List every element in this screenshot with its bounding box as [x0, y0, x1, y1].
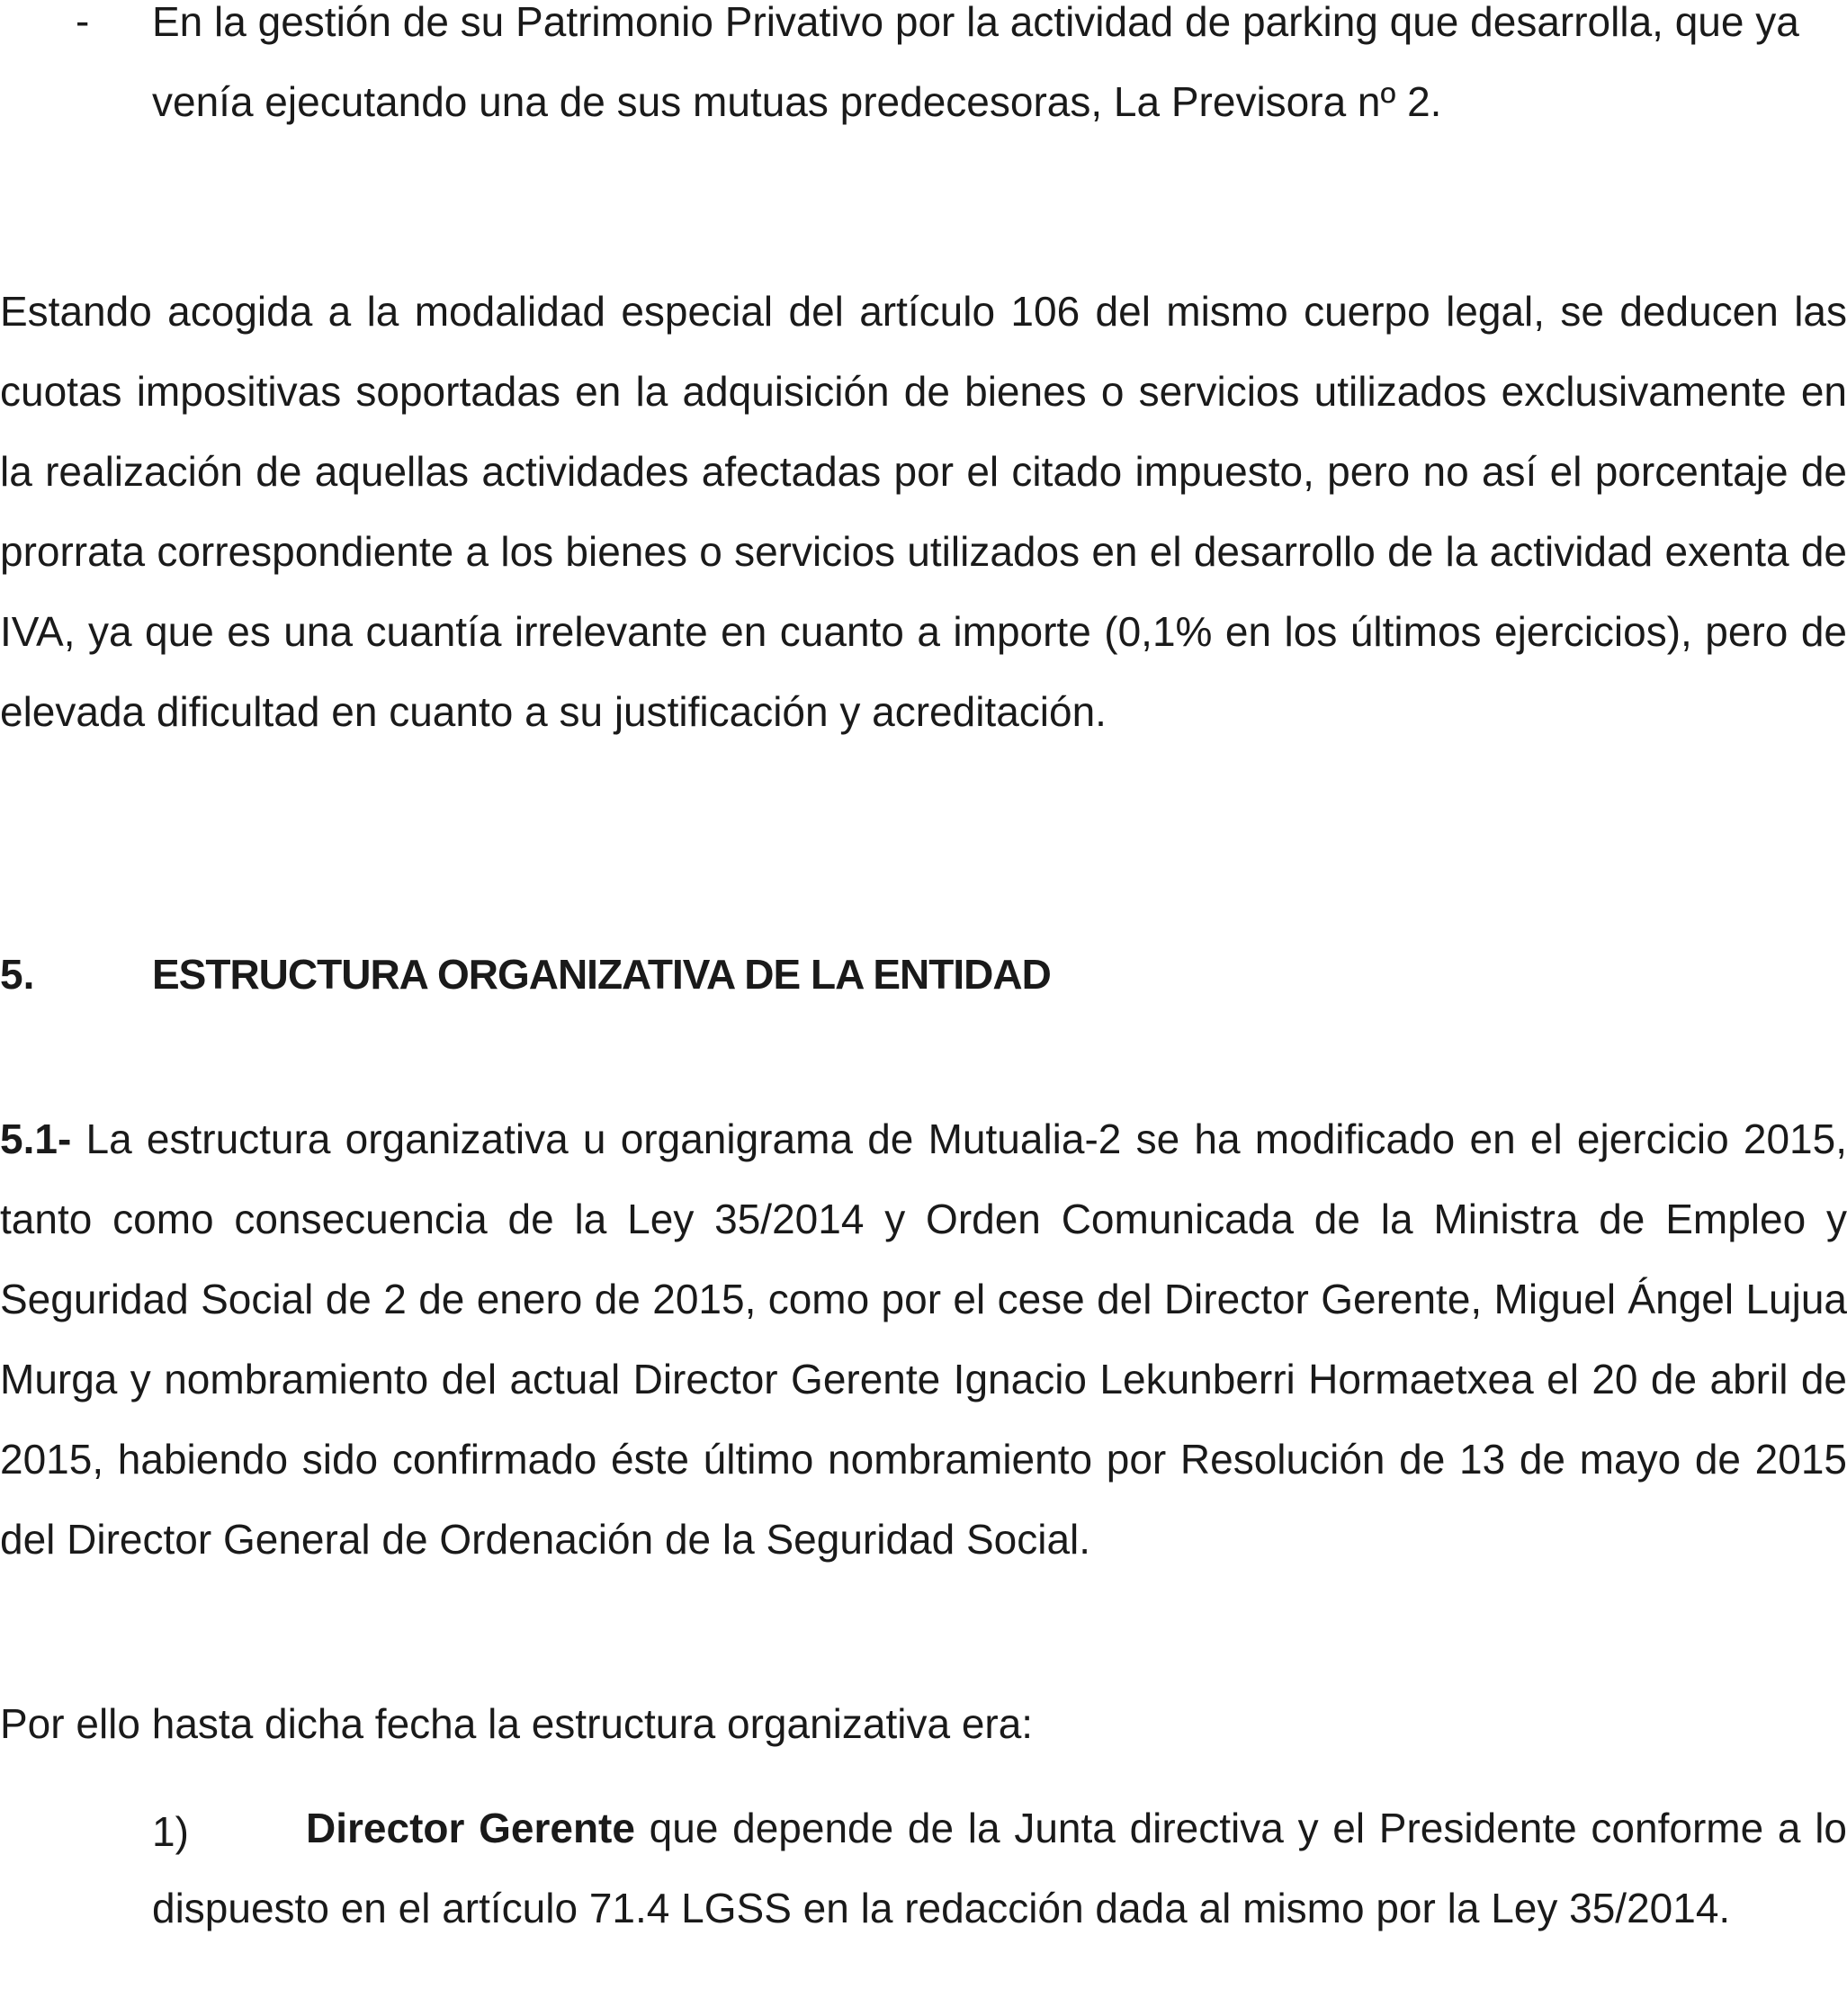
section-title: ESTRUCTURA ORGANIZATIVA DE LA ENTIDAD — [152, 951, 1051, 998]
paragraph-structure-change-text: La estructura organizativa u organigrama de Mutualia-2 se ha modificado en el ejercicio 2015, tanto como consecuencia de la Ley 35/2014 y Orden Comunicada de la Ministra de Empleo y Seguridad Social de 2 de enero de 2015, como por el cese del Director Gerente, Miguel Ángel Lujua Murga y nombramiento del actual Director Gerente Ignacio Lekunberri Hormaetxea el 20 de abril de 2015, habiendo sido confirmado éste último nombramiento por Resolución de 13 de mayo de 2015 del Director General de Ordenación de la Seguridad Social. — [0, 1116, 1847, 1563]
paragraph-structure-change — [0, 1099, 1847, 1580]
list-item-text: que depende de la Junta directiva y el Presidente conforme a lo dispuesto en el artículo 71.4 LGSS en la redacción dada al mismo por la Ley 35/2014. — [152, 1805, 1847, 1931]
bullet-text: En la gestión de su Patrimonio Privativo por la actividad de parking que desarrolla, que ya venía ejecutando una de sus mutuas predecesoras, La Previsora nº 2. — [152, 0, 1799, 125]
section-number: 5. — [0, 951, 35, 998]
list-item-director-gerente — [152, 1788, 1847, 1949]
paragraph-lead: 5.1- — [0, 1116, 72, 1162]
list-item-bold-term: Director Gerente — [306, 1805, 635, 1851]
paragraph-iva-deduction: Estando acogida a la modalidad especial del artículo 106 del mismo cuerpo legal, se deducen las cuotas impositivas soportadas en la adquisición de bienes o servicios utilizados exclusivamente en la realización de aquellas actividades afectadas por el citado impuesto, pero no así el porcentaje de prorrata correspondiente a los bienes o servicios utilizados en el desarrollo de la actividad exenta de IVA, ya que es una cuantía irrelevante en cuanto a importe (0,1% en los últimos ejercicios), pero de elevada dificultad en cuanto a su justificación y acreditación. — [0, 288, 1847, 735]
list-item-number: 1) — [152, 1808, 189, 1855]
bullet-marker: - — [76, 0, 90, 44]
paragraph-previous-structure: Por ello hasta dicha fecha la estructura organizativa era: — [0, 1700, 1034, 1747]
